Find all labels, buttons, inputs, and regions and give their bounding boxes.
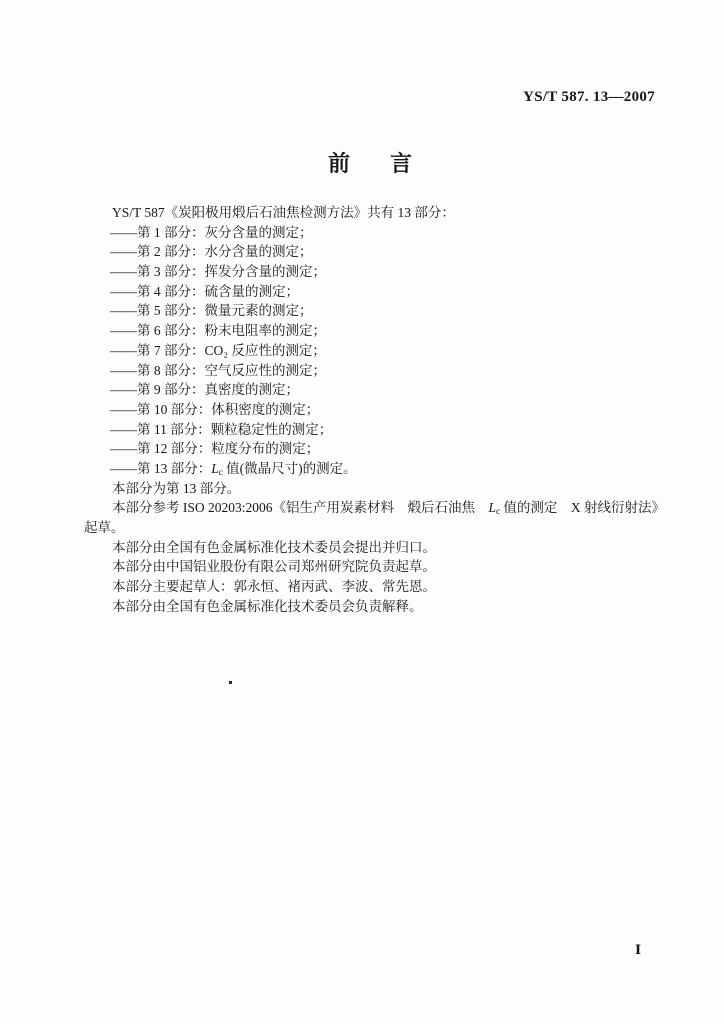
- statement-line: 本部分由全国有色金属标准化技术委员会提出并归口。: [112, 539, 436, 555]
- part13-suffix: 值(微晶尺寸)的测定。: [222, 460, 357, 476]
- part-item: ——第 7 部分：CO₂ 反应性的测定；: [110, 342, 326, 358]
- reference-line-1: [84, 498, 674, 518]
- intro-line: YS/T 587《炭阳极用煅后石油焦检测方法》共有 13 部分：: [112, 205, 455, 220]
- lc-symbol: [211, 461, 223, 476]
- page-title: [0, 147, 724, 178]
- lc-symbol-ref: [489, 500, 501, 515]
- part-item: ——第 12 部分：粒度分布的测定；: [110, 441, 320, 457]
- statement-line: 本部分主要起草人：郭永恒、褚丙武、李波、常先恩。: [112, 579, 436, 595]
- part-item: ——第 6 部分：粉末电阻率的测定；: [110, 323, 326, 339]
- part13-prefix: ——第 13 部分：: [110, 460, 212, 476]
- this-part-line: 本部分为第 13 部分。: [112, 480, 241, 496]
- title-char-left: 前: [327, 151, 350, 176]
- reference-suffix: 值的测定 X 射线衍射法》: [500, 500, 666, 516]
- part-item: ——第 3 部分：挥发分含量的测定；: [110, 264, 326, 280]
- part-item: ——第 4 部分：硫含量的测定；: [110, 283, 299, 299]
- part-item: ——第 5 部分：微量元素的测定；: [110, 303, 313, 319]
- statements-list: [84, 538, 674, 617]
- part-item: ——第 11 部分：颗粒稳定性的测定；: [110, 421, 333, 437]
- part-item: ——第 10 部分：体积密度的测定；: [110, 401, 320, 417]
- part-item: ——第 2 部分：水分含量的测定；: [110, 244, 313, 260]
- statement-line: 本部分由中国铝业股份有限公司郑州研究院负责起草。: [112, 559, 436, 575]
- lc-symbol-ref-main: L: [488, 500, 497, 516]
- lc-symbol-ref-sub: c: [496, 506, 501, 517]
- scan-speck: [229, 681, 232, 684]
- body-text: [84, 203, 674, 616]
- part-item: ——第 9 部分：真密度的测定；: [110, 382, 299, 398]
- part-item: ——第 1 部分：灰分含量的测定；: [110, 224, 313, 240]
- part-item: ——第 8 部分：空气反应性的测定；: [110, 362, 326, 378]
- parts-list: [84, 223, 674, 459]
- statement-line: 本部分由全国有色金属标准化技术委员会负责解释。: [112, 598, 423, 614]
- lc-symbol-main: L: [211, 460, 219, 476]
- lc-symbol-sub: c: [218, 466, 223, 477]
- title-char-right: 言: [390, 151, 413, 176]
- page-number: Ⅰ: [635, 942, 642, 957]
- standard-number: YS/T 587. 13—2007: [523, 89, 655, 105]
- part-item-13: [84, 459, 674, 479]
- reference-prefix: 本部分参考 ISO 20203:2006《铝生产用炭素材料 煅后石油焦: [112, 500, 489, 516]
- reference-line-2: 起草。: [84, 520, 125, 535]
